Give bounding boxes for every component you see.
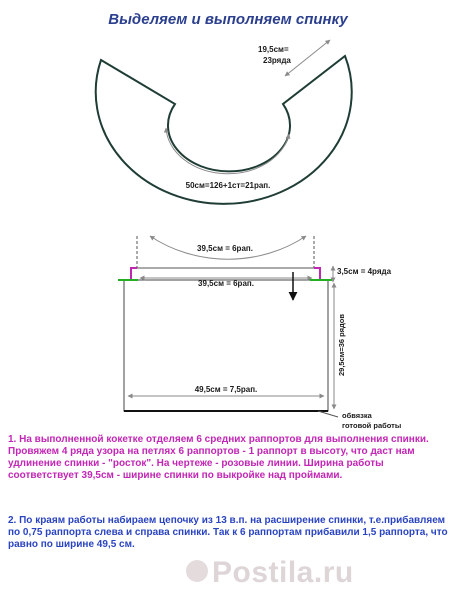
growth-line-left <box>131 268 137 280</box>
watermark-logo <box>186 560 208 582</box>
back-height-label: 29,5см=36 рядов <box>337 314 346 376</box>
diagram-title: Выделяем и выполняем спинку <box>108 11 348 28</box>
yoke-outer-rows-label: 23ряда <box>263 56 291 65</box>
yoke-outer-width-label: 19,5см= <box>258 45 289 54</box>
edging-label-line1: обвязка <box>342 411 372 420</box>
edging-label-line2: готовой работы <box>342 421 402 430</box>
growth-line-right <box>314 268 320 280</box>
yoke-back-label: 39,5см = 6рап. <box>197 244 253 253</box>
back-top-width-label: 39,5см = 6рап. <box>198 279 254 288</box>
instruction-note-2: 2. По краям работы набираем цепочку из 13 в.п. на расширение спинки, т.е.прибавляем по 0,75 раппорта слева и справа спинки. Так к 6 раппортам прибавили 1,5 раппорта, что равно по ширине 49,5 см. <box>8 515 448 550</box>
growth-height-label: 3,5см = 4ряда <box>337 267 392 276</box>
back-bottom-width-label: 49,5см = 7,5рап. <box>194 385 258 394</box>
instruction-note-1: 1. На выполненной кокетке отделяем 6 средних раппортов для выполнения спинки. Провяжем 4 ряда узора на петлях 6 раппортов - 1 раппорт в высоту, что даст нам удлинение спинки - "росток". На чертеже - розовые линии. Ширина работы соответствует 39,5см - ширине спинки по выкройке над проймами. <box>8 434 429 481</box>
yoke-outer-dim-line <box>285 40 330 76</box>
neck-dim-arc <box>166 128 289 174</box>
watermark: Postila.ru <box>212 556 354 589</box>
neck-length-label: 50см=126+1ст=21рап. <box>185 181 271 190</box>
